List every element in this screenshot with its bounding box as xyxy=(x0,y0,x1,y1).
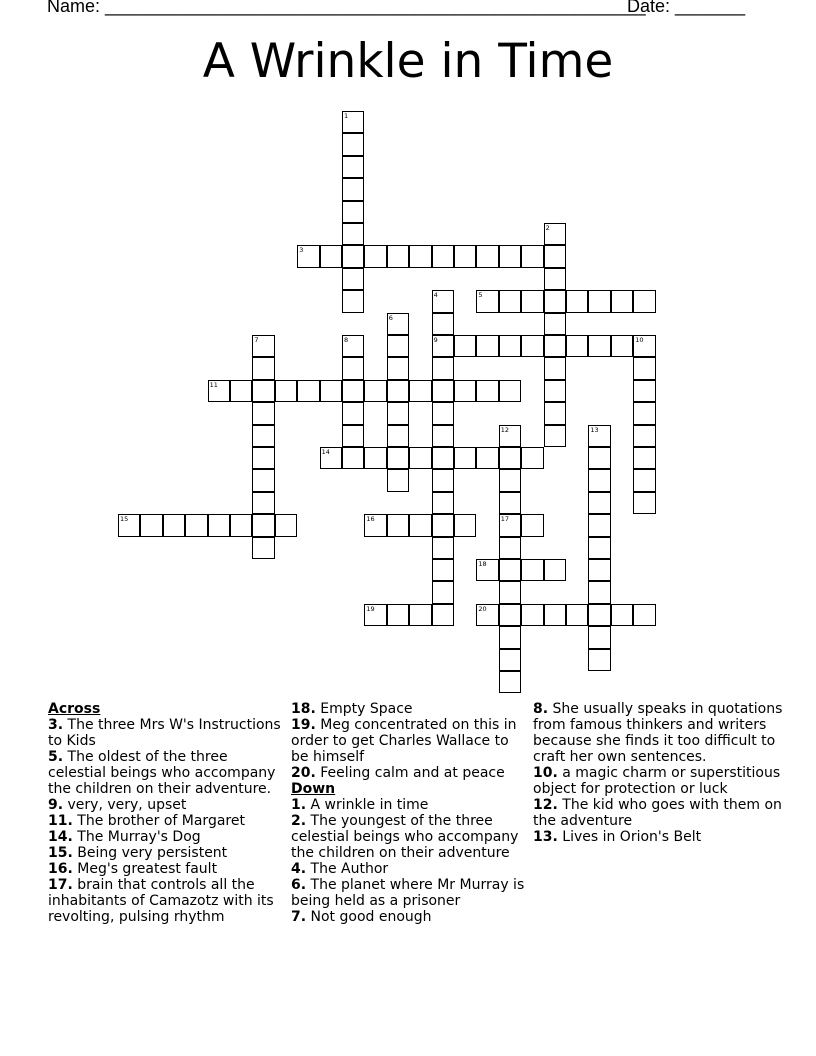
clue-number: 19. xyxy=(291,717,316,733)
grid-cell[interactable] xyxy=(230,514,252,536)
grid-cell[interactable] xyxy=(588,469,610,491)
cell-number: 2 xyxy=(545,224,550,232)
grid-cell[interactable] xyxy=(342,425,364,447)
clue-text: Feeling calm and at peace xyxy=(315,765,505,781)
grid-cell[interactable] xyxy=(364,380,386,402)
grid-cell[interactable] xyxy=(252,492,274,514)
cell-number: 17 xyxy=(500,515,510,524)
clues-column-1 xyxy=(48,701,286,925)
clue-text: She usually speaks in quotations from famous thinkers and writers because she finds it too difficult to craft her own sentences. xyxy=(533,701,783,765)
grid-cell[interactable] xyxy=(342,133,364,155)
grid-cell[interactable] xyxy=(432,581,454,603)
grid-cell[interactable] xyxy=(476,245,498,267)
grid-cell[interactable] xyxy=(432,402,454,424)
grid-cell[interactable] xyxy=(163,514,185,536)
down-clue xyxy=(291,861,529,877)
grid-cell[interactable] xyxy=(387,469,409,491)
clue-text: Being very persistent xyxy=(72,845,228,861)
across-clue xyxy=(48,749,286,797)
down-clue xyxy=(533,701,783,765)
grid-cell[interactable] xyxy=(387,380,409,402)
grid-cell[interactable] xyxy=(275,514,297,536)
grid-cell[interactable] xyxy=(476,447,498,469)
across-clue xyxy=(291,701,529,717)
grid-cell[interactable] xyxy=(387,514,409,536)
clue-text: Not good enough xyxy=(306,909,432,925)
down-clue xyxy=(533,765,783,797)
clue-number: 4. xyxy=(291,861,307,877)
grid-cell[interactable] xyxy=(499,425,521,447)
cell-number: 13 xyxy=(590,425,599,434)
grid-cell[interactable] xyxy=(588,649,610,671)
grid-cell[interactable] xyxy=(342,290,364,312)
grid-cell[interactable] xyxy=(588,335,610,357)
grid-cell[interactable] xyxy=(342,380,364,402)
grid-cell[interactable] xyxy=(499,559,521,581)
grid-cell[interactable] xyxy=(342,178,364,200)
grid-cell[interactable] xyxy=(544,245,566,267)
grid-cell[interactable] xyxy=(364,514,386,536)
grid-cell[interactable] xyxy=(364,447,386,469)
grid-cell[interactable] xyxy=(118,514,140,536)
grid-cell[interactable] xyxy=(588,447,610,469)
grid-cell[interactable] xyxy=(566,290,588,312)
cell-number: 16 xyxy=(366,515,375,524)
grid-cell[interactable] xyxy=(633,357,655,379)
cell-number: 15 xyxy=(120,515,129,524)
clue-text: brain that controls all the inhabitants of Camazotz with its revolting, pulsing rhythm xyxy=(48,877,274,925)
clue-number: 16. xyxy=(48,861,73,877)
clue-text: very, very, upset xyxy=(63,797,187,813)
grid-cell[interactable] xyxy=(544,402,566,424)
clue-text: The brother of Margaret xyxy=(72,813,245,829)
grid-cell[interactable] xyxy=(633,290,655,312)
grid-cell[interactable] xyxy=(297,245,319,267)
clue-text: The youngest of the three celestial beings who accompany the children on their adventure xyxy=(291,813,519,861)
grid-cell[interactable] xyxy=(544,313,566,335)
grid-cell[interactable] xyxy=(387,425,409,447)
clue-number: 6. xyxy=(291,877,307,893)
cell-number: 4 xyxy=(433,291,438,300)
across-clue xyxy=(48,829,286,845)
grid-cell[interactable] xyxy=(320,380,342,402)
grid-cell[interactable] xyxy=(432,245,454,267)
clue-number: 11. xyxy=(48,813,73,829)
across-heading: Across xyxy=(48,701,101,717)
grid-cell[interactable] xyxy=(342,447,364,469)
grid-cell[interactable] xyxy=(409,447,431,469)
grid-cell[interactable] xyxy=(566,335,588,357)
across-clue xyxy=(48,845,286,861)
across-clue xyxy=(48,813,286,829)
grid-cell[interactable] xyxy=(185,514,207,536)
clue-number: 10. xyxy=(533,765,558,781)
grid-cell[interactable] xyxy=(432,425,454,447)
down-clue xyxy=(291,877,529,909)
grid-cell[interactable] xyxy=(499,514,521,536)
grid-cell[interactable] xyxy=(544,223,566,245)
cell-number: 18 xyxy=(478,560,487,568)
grid-cell[interactable] xyxy=(252,514,274,536)
grid-cell[interactable] xyxy=(387,357,409,379)
grid-cell[interactable] xyxy=(252,469,274,491)
grid-cell[interactable] xyxy=(544,380,566,402)
grid-cell[interactable] xyxy=(499,335,521,357)
grid-cell[interactable] xyxy=(588,290,610,312)
grid-cell[interactable] xyxy=(387,402,409,424)
grid-cell[interactable] xyxy=(499,492,521,514)
grid-cell[interactable] xyxy=(364,604,386,626)
clue-number: 9. xyxy=(48,797,64,813)
cell-number: 11 xyxy=(209,380,218,389)
grid-cell[interactable] xyxy=(364,245,386,267)
header xyxy=(47,0,747,17)
clue-text: The kid who goes with them on the adventure xyxy=(533,797,782,829)
grid-cell[interactable] xyxy=(252,380,274,402)
across-clue xyxy=(48,797,286,813)
grid-cell[interactable] xyxy=(521,245,543,267)
clue-text: Empty Space xyxy=(315,701,413,717)
cell-number: 1 xyxy=(344,112,349,120)
across-clue xyxy=(48,877,286,925)
grid-cell[interactable] xyxy=(566,604,588,626)
grid-cell[interactable] xyxy=(297,380,319,402)
grid-cell[interactable] xyxy=(521,559,543,581)
grid-cell[interactable] xyxy=(544,335,566,357)
grid-cell[interactable] xyxy=(432,537,454,559)
cell-number: 3 xyxy=(299,246,304,255)
clue-number: 18. xyxy=(291,701,316,717)
cell-number: 5 xyxy=(478,291,483,300)
clue-number: 15. xyxy=(48,845,73,861)
grid-cell[interactable] xyxy=(432,559,454,581)
down-heading: Down xyxy=(291,781,336,797)
grid-cell[interactable] xyxy=(499,290,521,312)
grid-cell[interactable] xyxy=(521,514,543,536)
grid-cell[interactable] xyxy=(588,492,610,514)
grid-cell[interactable] xyxy=(499,447,521,469)
grid-cell[interactable] xyxy=(320,447,342,469)
clue-text: The oldest of the three celestial beings who accompany the children on their adventure. xyxy=(48,749,276,797)
grid-cell[interactable] xyxy=(544,357,566,379)
grid-cell[interactable] xyxy=(252,447,274,469)
clue-number: 12. xyxy=(533,797,558,813)
grid-cell[interactable] xyxy=(252,425,274,447)
grid-cell[interactable] xyxy=(521,604,543,626)
clue-text: The Author xyxy=(306,861,389,877)
down-clue xyxy=(291,813,529,861)
grid-cell[interactable] xyxy=(208,514,230,536)
grid-cell[interactable] xyxy=(588,559,610,581)
grid-cell[interactable] xyxy=(476,559,498,581)
cell-number: 6 xyxy=(388,313,393,322)
across-clue xyxy=(48,861,286,877)
grid-cell[interactable] xyxy=(454,447,476,469)
grid-cell[interactable] xyxy=(476,604,498,626)
clue-text: The planet where Mr Murray is being held as a prisoner xyxy=(291,877,525,909)
down-clue xyxy=(291,797,529,813)
grid-cell[interactable] xyxy=(432,447,454,469)
grid-cell[interactable] xyxy=(588,604,610,626)
grid-cell[interactable] xyxy=(432,380,454,402)
clue-number: 3. xyxy=(48,717,64,733)
grid-cell[interactable] xyxy=(409,514,431,536)
across-clue xyxy=(291,765,529,781)
clue-number: 2. xyxy=(291,813,307,829)
clue-number: 7. xyxy=(291,909,307,925)
grid-cell[interactable] xyxy=(140,514,162,536)
grid-cell[interactable] xyxy=(521,335,543,357)
grid-cell[interactable] xyxy=(387,604,409,626)
down-clue xyxy=(291,909,529,925)
cell-number: 7 xyxy=(254,336,259,344)
grid-cell[interactable] xyxy=(588,626,610,648)
grid-cell[interactable] xyxy=(611,604,633,626)
name-field-label: Name: ______________________________________________________ xyxy=(47,0,646,16)
grid-cell[interactable] xyxy=(611,335,633,357)
grid-cell[interactable] xyxy=(499,626,521,648)
clue-text: A wrinkle in time xyxy=(306,797,429,813)
grid-cell[interactable] xyxy=(588,581,610,603)
grid-cell[interactable] xyxy=(521,447,543,469)
grid-cell[interactable] xyxy=(342,357,364,379)
grid-cell[interactable] xyxy=(633,402,655,424)
grid-cell[interactable] xyxy=(252,402,274,424)
grid-cell[interactable] xyxy=(387,245,409,267)
clue-text: Lives in Orion's Belt xyxy=(557,829,702,845)
clue-text: a magic charm or superstitious object for protection or luck xyxy=(533,765,781,797)
page-title: A Wrinkle in Time xyxy=(202,34,614,89)
grid-cell[interactable] xyxy=(342,335,364,357)
clue-number: 8. xyxy=(533,701,549,717)
clue-number: 17. xyxy=(48,877,73,893)
grid-cell[interactable] xyxy=(499,604,521,626)
clue-number: 1. xyxy=(291,797,307,813)
grid-cell[interactable] xyxy=(633,604,655,626)
cell-number: 10 xyxy=(635,336,644,344)
grid-cell[interactable] xyxy=(633,380,655,402)
across-clue xyxy=(291,717,529,765)
grid-cell[interactable] xyxy=(499,649,521,671)
grid-cell[interactable] xyxy=(499,380,521,402)
grid-cell[interactable] xyxy=(454,380,476,402)
grid-cell[interactable] xyxy=(208,380,230,402)
down-clue xyxy=(533,829,783,845)
cell-number: 12 xyxy=(500,425,510,434)
grid-cell[interactable] xyxy=(454,335,476,357)
grid-cell[interactable] xyxy=(499,671,521,693)
cell-number: 8 xyxy=(344,336,349,344)
grid-cell[interactable] xyxy=(409,245,431,267)
cell-number: 14 xyxy=(321,448,330,456)
grid-cell[interactable] xyxy=(342,156,364,178)
grid-cell[interactable] xyxy=(432,335,454,357)
grid-cell[interactable] xyxy=(499,537,521,559)
grid-cell[interactable] xyxy=(387,335,409,357)
grid-cell[interactable] xyxy=(633,335,655,357)
grid-cell[interactable] xyxy=(230,380,252,402)
grid-cell[interactable] xyxy=(454,245,476,267)
grid-cell[interactable] xyxy=(320,245,342,267)
grid-cell[interactable] xyxy=(342,111,364,133)
grid-cell[interactable] xyxy=(544,604,566,626)
grid-cell[interactable] xyxy=(633,447,655,469)
grid-cell[interactable] xyxy=(432,357,454,379)
grid-cell[interactable] xyxy=(409,380,431,402)
grid-cell[interactable] xyxy=(342,402,364,424)
down-clue xyxy=(533,797,783,829)
clue-text: Meg's greatest fault xyxy=(72,861,218,877)
grid-cell[interactable] xyxy=(252,335,274,357)
grid-cell[interactable] xyxy=(588,425,610,447)
grid-cell[interactable] xyxy=(611,290,633,312)
grid-cell[interactable] xyxy=(342,223,364,245)
clue-number: 20. xyxy=(291,765,316,781)
grid-cell[interactable] xyxy=(588,514,610,536)
grid-cell[interactable] xyxy=(432,604,454,626)
grid-cell[interactable] xyxy=(499,469,521,491)
grid-cell[interactable] xyxy=(342,201,364,223)
across-clue xyxy=(48,717,286,749)
grid-cell[interactable] xyxy=(633,492,655,514)
cell-number: 19 xyxy=(366,604,375,613)
grid-cell[interactable] xyxy=(633,425,655,447)
grid-cell[interactable] xyxy=(252,357,274,379)
cell-number: 9 xyxy=(433,336,438,344)
grid-cell[interactable] xyxy=(432,290,454,312)
grid-cell[interactable] xyxy=(476,290,498,312)
grid-cell[interactable] xyxy=(476,380,498,402)
grid-cell[interactable] xyxy=(432,313,454,335)
clues-column-3 xyxy=(533,701,783,845)
clue-text: The Murray's Dog xyxy=(72,829,201,845)
grid-cell[interactable] xyxy=(544,268,566,290)
date-field-label: Date: _______ xyxy=(627,0,746,16)
grid-cell[interactable] xyxy=(454,514,476,536)
grid-cell[interactable] xyxy=(544,290,566,312)
grid-cell[interactable] xyxy=(432,492,454,514)
grid-cell[interactable] xyxy=(252,537,274,559)
clue-number: 14. xyxy=(48,829,73,845)
grid-cell[interactable] xyxy=(387,313,409,335)
grid-cell[interactable] xyxy=(499,581,521,603)
clue-number: 13. xyxy=(533,829,558,845)
clue-number: 5. xyxy=(48,749,64,765)
grid-cell[interactable] xyxy=(387,447,409,469)
grid-cell[interactable] xyxy=(342,245,364,267)
grid-cell[interactable] xyxy=(633,469,655,491)
cell-number: 20 xyxy=(478,604,487,613)
grid-cell[interactable] xyxy=(521,290,543,312)
grid-cell[interactable] xyxy=(275,380,297,402)
clue-text: The three Mrs W's Instructions to Kids xyxy=(48,717,281,749)
clue-text: Meg concentrated on this in order to get Charles Wallace to be himself xyxy=(291,717,517,765)
grid-cell[interactable] xyxy=(544,425,566,447)
grid-cell[interactable] xyxy=(342,268,364,290)
grid-cell[interactable] xyxy=(476,335,498,357)
grid-cell[interactable] xyxy=(409,604,431,626)
clues-column-2 xyxy=(291,701,529,925)
grid-cell[interactable] xyxy=(588,537,610,559)
grid-cell[interactable] xyxy=(432,469,454,491)
grid-cell[interactable] xyxy=(544,559,566,581)
grid-cell[interactable] xyxy=(432,514,454,536)
grid-cell[interactable] xyxy=(499,245,521,267)
